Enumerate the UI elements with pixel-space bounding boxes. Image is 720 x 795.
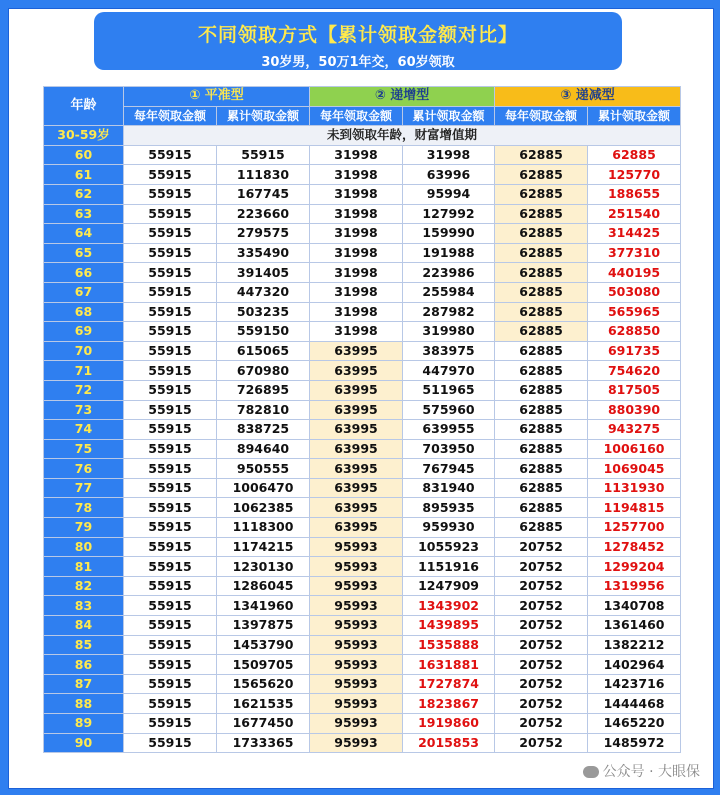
cell-increasing-annual: 31998 — [310, 204, 403, 224]
cell-increasing-cumulative: 1343902 — [403, 596, 495, 616]
cell-decreasing-cumulative: 943275 — [588, 420, 681, 440]
watermark-text: 公众号 · 大眼保 — [602, 764, 700, 780]
cell-decreasing-annual: 62885 — [495, 498, 588, 518]
cell-decreasing-annual: 62885 — [495, 184, 588, 204]
cell-increasing-cumulative: 223986 — [403, 263, 495, 283]
group-header-decreasing: ③ 递减型 — [495, 87, 681, 107]
table-row — [44, 282, 681, 302]
table-row — [44, 243, 681, 263]
table-row — [44, 165, 681, 185]
table-row — [44, 420, 681, 440]
cell-level-cumulative: 1341960 — [217, 596, 310, 616]
sub-header-cumulative: 累计领取金额 — [588, 106, 681, 126]
cell-increasing-cumulative: 831940 — [403, 478, 495, 498]
comparison-table — [43, 86, 681, 753]
cell-age: 79 — [44, 518, 124, 538]
cell-level-cumulative: 726895 — [217, 380, 310, 400]
cell-level-annual: 55915 — [124, 361, 217, 381]
cell-level-annual: 55915 — [124, 380, 217, 400]
cell-decreasing-cumulative: 503080 — [588, 282, 681, 302]
cell-increasing-cumulative: 255984 — [403, 282, 495, 302]
group-header-increasing: ② 递增型 — [310, 87, 495, 107]
cell-level-annual: 55915 — [124, 714, 217, 734]
cell-level-cumulative: 1509705 — [217, 655, 310, 675]
table-row — [44, 596, 681, 616]
cell-increasing-annual: 31998 — [310, 165, 403, 185]
cell-decreasing-cumulative: 1069045 — [588, 459, 681, 479]
cell-decreasing-cumulative: 565965 — [588, 302, 681, 322]
cell-increasing-cumulative: 1247909 — [403, 576, 495, 596]
cell-level-annual: 55915 — [124, 224, 217, 244]
cell-age: 68 — [44, 302, 124, 322]
cell-increasing-cumulative: 31998 — [403, 145, 495, 165]
cell-increasing-annual: 95993 — [310, 674, 403, 694]
cell-decreasing-cumulative: 691735 — [588, 341, 681, 361]
cell-level-cumulative: 447320 — [217, 282, 310, 302]
cell-increasing-annual: 95993 — [310, 557, 403, 577]
cell-decreasing-annual: 62885 — [495, 145, 588, 165]
cell-increasing-cumulative: 383975 — [403, 341, 495, 361]
cell-decreasing-annual: 62885 — [495, 518, 588, 538]
cell-age: 90 — [44, 733, 124, 753]
cell-level-annual: 55915 — [124, 733, 217, 753]
cell-increasing-cumulative: 319980 — [403, 322, 495, 342]
cell-increasing-annual: 31998 — [310, 145, 403, 165]
age-header: 年龄 — [44, 87, 124, 126]
cell-increasing-annual: 31998 — [310, 184, 403, 204]
sub-header-cumulative: 累计领取金额 — [217, 106, 310, 126]
cell-level-annual: 55915 — [124, 557, 217, 577]
cell-increasing-annual: 95993 — [310, 537, 403, 557]
cell-decreasing-annual: 62885 — [495, 361, 588, 381]
cell-decreasing-annual: 62885 — [495, 224, 588, 244]
cell-increasing-annual: 95993 — [310, 655, 403, 675]
cell-increasing-annual: 31998 — [310, 282, 403, 302]
cell-decreasing-cumulative: 1194815 — [588, 498, 681, 518]
cell-decreasing-cumulative: 1402964 — [588, 655, 681, 675]
cell-level-annual: 55915 — [124, 674, 217, 694]
table-row — [44, 478, 681, 498]
cell-decreasing-cumulative: 251540 — [588, 204, 681, 224]
cell-level-annual: 55915 — [124, 263, 217, 283]
cell-increasing-cumulative: 1631881 — [403, 655, 495, 675]
table-row — [44, 635, 681, 655]
cell-decreasing-cumulative: 1299204 — [588, 557, 681, 577]
cell-age: 81 — [44, 557, 124, 577]
cell-age: 88 — [44, 694, 124, 714]
cell-increasing-annual: 63995 — [310, 459, 403, 479]
cell-increasing-cumulative: 287982 — [403, 302, 495, 322]
cell-increasing-cumulative: 1535888 — [403, 635, 495, 655]
cell-level-cumulative: 111830 — [217, 165, 310, 185]
cell-age: 65 — [44, 243, 124, 263]
cell-level-annual: 55915 — [124, 420, 217, 440]
cell-level-annual: 55915 — [124, 184, 217, 204]
cell-increasing-annual: 31998 — [310, 322, 403, 342]
table-row — [44, 616, 681, 636]
table-row — [44, 694, 681, 714]
cell-increasing-cumulative: 1439895 — [403, 616, 495, 636]
cell-increasing-cumulative: 511965 — [403, 380, 495, 400]
table-row — [44, 439, 681, 459]
pre-period-note: 未到领取年龄，财富增值期 — [124, 126, 681, 146]
sub-header-annual: 每年领取金额 — [124, 106, 217, 126]
cell-level-annual: 55915 — [124, 694, 217, 714]
cell-age: 86 — [44, 655, 124, 675]
cell-level-cumulative: 1733365 — [217, 733, 310, 753]
cell-increasing-cumulative: 959930 — [403, 518, 495, 538]
cell-decreasing-cumulative: 1131930 — [588, 478, 681, 498]
table-row — [44, 714, 681, 734]
cell-level-annual: 55915 — [124, 145, 217, 165]
cell-decreasing-annual: 20752 — [495, 674, 588, 694]
table-row — [44, 400, 681, 420]
cell-increasing-annual: 31998 — [310, 243, 403, 263]
cell-increasing-cumulative: 895935 — [403, 498, 495, 518]
cell-decreasing-annual: 62885 — [495, 282, 588, 302]
cell-level-cumulative: 1286045 — [217, 576, 310, 596]
cell-decreasing-annual: 62885 — [495, 243, 588, 263]
cell-level-annual: 55915 — [124, 165, 217, 185]
cell-decreasing-annual: 20752 — [495, 655, 588, 675]
cell-decreasing-cumulative: 1444468 — [588, 694, 681, 714]
cell-increasing-cumulative: 1823867 — [403, 694, 495, 714]
cell-level-cumulative: 559150 — [217, 322, 310, 342]
cell-age: 82 — [44, 576, 124, 596]
cell-decreasing-annual: 62885 — [495, 380, 588, 400]
cell-decreasing-annual: 62885 — [495, 341, 588, 361]
cell-increasing-annual: 95993 — [310, 616, 403, 636]
cell-decreasing-cumulative: 188655 — [588, 184, 681, 204]
cell-level-annual: 55915 — [124, 537, 217, 557]
pre-period-age: 30-59岁 — [44, 126, 124, 146]
cell-level-cumulative: 335490 — [217, 243, 310, 263]
cell-level-annual: 55915 — [124, 322, 217, 342]
cell-decreasing-annual: 62885 — [495, 322, 588, 342]
cell-age: 73 — [44, 400, 124, 420]
cell-age: 63 — [44, 204, 124, 224]
cell-increasing-annual: 95993 — [310, 714, 403, 734]
cell-level-annual: 55915 — [124, 478, 217, 498]
cell-level-cumulative: 1118300 — [217, 518, 310, 538]
cell-decreasing-cumulative: 880390 — [588, 400, 681, 420]
cell-level-cumulative: 167745 — [217, 184, 310, 204]
cell-increasing-cumulative: 159990 — [403, 224, 495, 244]
cell-age: 60 — [44, 145, 124, 165]
table-row — [44, 322, 681, 342]
table-row — [44, 302, 681, 322]
cell-decreasing-cumulative: 817505 — [588, 380, 681, 400]
cell-increasing-cumulative: 575960 — [403, 400, 495, 420]
cell-decreasing-cumulative: 1340708 — [588, 596, 681, 616]
cell-decreasing-cumulative: 125770 — [588, 165, 681, 185]
cell-level-cumulative: 1174215 — [217, 537, 310, 557]
cell-increasing-cumulative: 63996 — [403, 165, 495, 185]
cell-level-annual: 55915 — [124, 459, 217, 479]
cell-level-cumulative: 1230130 — [217, 557, 310, 577]
cell-decreasing-cumulative: 1006160 — [588, 439, 681, 459]
title-banner — [94, 12, 622, 70]
table-row — [44, 204, 681, 224]
table-row — [44, 224, 681, 244]
cell-level-annual: 55915 — [124, 655, 217, 675]
cell-level-annual: 55915 — [124, 498, 217, 518]
table-row — [44, 655, 681, 675]
cell-age: 76 — [44, 459, 124, 479]
sub-header-annual: 每年领取金额 — [310, 106, 403, 126]
cell-increasing-cumulative: 1055923 — [403, 537, 495, 557]
cell-level-annual: 55915 — [124, 635, 217, 655]
cell-increasing-cumulative: 1151916 — [403, 557, 495, 577]
cell-increasing-cumulative: 703950 — [403, 439, 495, 459]
cell-age: 61 — [44, 165, 124, 185]
table-row — [44, 537, 681, 557]
cell-level-annual: 55915 — [124, 282, 217, 302]
cell-age: 89 — [44, 714, 124, 734]
sub-header-annual: 每年领取金额 — [495, 106, 588, 126]
cell-age: 71 — [44, 361, 124, 381]
table-row — [44, 557, 681, 577]
cell-level-annual: 55915 — [124, 341, 217, 361]
group-header-level: ① 平准型 — [124, 87, 310, 107]
cell-level-cumulative: 279575 — [217, 224, 310, 244]
page-subtitle: 30岁男，50万1年交，60岁领取 — [261, 55, 455, 70]
cell-level-cumulative: 1565620 — [217, 674, 310, 694]
cell-decreasing-cumulative: 1485972 — [588, 733, 681, 753]
cell-age: 74 — [44, 420, 124, 440]
cell-increasing-cumulative: 95994 — [403, 184, 495, 204]
cell-level-cumulative: 503235 — [217, 302, 310, 322]
page-title: 不同领取方式【累计领取金额对比】 — [197, 24, 518, 46]
table-row — [44, 733, 681, 753]
cell-increasing-annual: 63995 — [310, 439, 403, 459]
cell-decreasing-cumulative: 62885 — [588, 145, 681, 165]
table-row — [44, 518, 681, 538]
cell-level-cumulative: 1453790 — [217, 635, 310, 655]
cell-decreasing-annual: 62885 — [495, 400, 588, 420]
cell-decreasing-cumulative: 1278452 — [588, 537, 681, 557]
cell-decreasing-annual: 20752 — [495, 576, 588, 596]
cell-increasing-annual: 95993 — [310, 596, 403, 616]
table-row — [44, 341, 681, 361]
cell-decreasing-cumulative: 1319956 — [588, 576, 681, 596]
cell-increasing-annual: 63995 — [310, 498, 403, 518]
cell-level-cumulative: 615065 — [217, 341, 310, 361]
cell-age: 78 — [44, 498, 124, 518]
cell-increasing-annual: 63995 — [310, 380, 403, 400]
cell-increasing-cumulative: 2015853 — [403, 733, 495, 753]
cell-decreasing-annual: 20752 — [495, 616, 588, 636]
cell-decreasing-annual: 20752 — [495, 714, 588, 734]
cell-decreasing-cumulative: 1465220 — [588, 714, 681, 734]
cell-decreasing-annual: 62885 — [495, 263, 588, 283]
cell-increasing-cumulative: 639955 — [403, 420, 495, 440]
cell-decreasing-annual: 62885 — [495, 204, 588, 224]
cell-decreasing-annual: 20752 — [495, 635, 588, 655]
cell-level-cumulative: 670980 — [217, 361, 310, 381]
cell-decreasing-cumulative: 1257700 — [588, 518, 681, 538]
sub-header-cumulative: 累计领取金额 — [403, 106, 495, 126]
pre-period-row — [44, 126, 681, 146]
cell-decreasing-cumulative: 440195 — [588, 263, 681, 283]
cell-level-cumulative: 391405 — [217, 263, 310, 283]
cell-age: 80 — [44, 537, 124, 557]
cell-increasing-annual: 63995 — [310, 341, 403, 361]
cell-age: 75 — [44, 439, 124, 459]
cell-age: 67 — [44, 282, 124, 302]
cell-decreasing-annual: 20752 — [495, 537, 588, 557]
cell-increasing-annual: 95993 — [310, 694, 403, 714]
cell-level-cumulative: 1677450 — [217, 714, 310, 734]
cell-level-annual: 55915 — [124, 616, 217, 636]
cell-decreasing-cumulative: 1423716 — [588, 674, 681, 694]
cell-level-cumulative: 950555 — [217, 459, 310, 479]
cell-age: 72 — [44, 380, 124, 400]
cell-level-cumulative: 782810 — [217, 400, 310, 420]
table-row — [44, 674, 681, 694]
cell-decreasing-cumulative: 377310 — [588, 243, 681, 263]
cell-level-cumulative: 1397875 — [217, 616, 310, 636]
cell-increasing-cumulative: 1919860 — [403, 714, 495, 734]
table-row — [44, 380, 681, 400]
cell-increasing-annual: 63995 — [310, 518, 403, 538]
cell-increasing-cumulative: 767945 — [403, 459, 495, 479]
cell-increasing-annual: 95993 — [310, 733, 403, 753]
cell-decreasing-annual: 62885 — [495, 420, 588, 440]
cell-level-cumulative: 223660 — [217, 204, 310, 224]
cell-increasing-annual: 63995 — [310, 478, 403, 498]
cell-decreasing-annual: 62885 — [495, 478, 588, 498]
table-row — [44, 498, 681, 518]
cell-decreasing-annual: 62885 — [495, 165, 588, 185]
cell-increasing-annual: 63995 — [310, 420, 403, 440]
cell-level-cumulative: 894640 — [217, 439, 310, 459]
cell-level-cumulative: 55915 — [217, 145, 310, 165]
cell-decreasing-cumulative: 628850 — [588, 322, 681, 342]
cell-level-annual: 55915 — [124, 302, 217, 322]
cell-level-cumulative: 1006470 — [217, 478, 310, 498]
cell-increasing-annual: 95993 — [310, 576, 403, 596]
cell-decreasing-annual: 20752 — [495, 596, 588, 616]
cell-increasing-annual: 63995 — [310, 400, 403, 420]
cell-level-annual: 55915 — [124, 204, 217, 224]
cell-age: 77 — [44, 478, 124, 498]
cell-decreasing-cumulative: 754620 — [588, 361, 681, 381]
cell-decreasing-cumulative: 1361460 — [588, 616, 681, 636]
cell-level-cumulative: 1621535 — [217, 694, 310, 714]
table-row — [44, 459, 681, 479]
cell-age: 69 — [44, 322, 124, 342]
table-row — [44, 145, 681, 165]
cell-level-annual: 55915 — [124, 576, 217, 596]
cell-decreasing-annual: 62885 — [495, 439, 588, 459]
cell-increasing-cumulative: 191988 — [403, 243, 495, 263]
cell-increasing-annual: 31998 — [310, 263, 403, 283]
cell-level-annual: 55915 — [124, 243, 217, 263]
cell-decreasing-annual: 62885 — [495, 459, 588, 479]
cell-age: 62 — [44, 184, 124, 204]
cell-decreasing-annual: 20752 — [495, 557, 588, 577]
cell-decreasing-annual: 20752 — [495, 733, 588, 753]
cell-increasing-cumulative: 1727874 — [403, 674, 495, 694]
cell-increasing-annual: 31998 — [310, 224, 403, 244]
cell-age: 66 — [44, 263, 124, 283]
cell-decreasing-cumulative: 314425 — [588, 224, 681, 244]
table-row — [44, 184, 681, 204]
cell-age: 87 — [44, 674, 124, 694]
cell-increasing-cumulative: 447970 — [403, 361, 495, 381]
cell-level-annual: 55915 — [124, 400, 217, 420]
cell-decreasing-annual: 62885 — [495, 302, 588, 322]
wechat-icon — [583, 766, 599, 778]
cell-age: 84 — [44, 616, 124, 636]
cell-age: 64 — [44, 224, 124, 244]
table-row — [44, 263, 681, 283]
cell-level-annual: 55915 — [124, 518, 217, 538]
cell-level-annual: 55915 — [124, 596, 217, 616]
cell-decreasing-cumulative: 1382212 — [588, 635, 681, 655]
watermark — [583, 761, 700, 781]
cell-decreasing-annual: 20752 — [495, 694, 588, 714]
cell-level-annual: 55915 — [124, 439, 217, 459]
table-row — [44, 361, 681, 381]
cell-age: 83 — [44, 596, 124, 616]
cell-increasing-annual: 95993 — [310, 635, 403, 655]
cell-increasing-cumulative: 127992 — [403, 204, 495, 224]
cell-level-cumulative: 1062385 — [217, 498, 310, 518]
cell-age: 70 — [44, 341, 124, 361]
cell-level-cumulative: 838725 — [217, 420, 310, 440]
cell-increasing-annual: 31998 — [310, 302, 403, 322]
cell-age: 85 — [44, 635, 124, 655]
cell-increasing-annual: 63995 — [310, 361, 403, 381]
table-row — [44, 576, 681, 596]
